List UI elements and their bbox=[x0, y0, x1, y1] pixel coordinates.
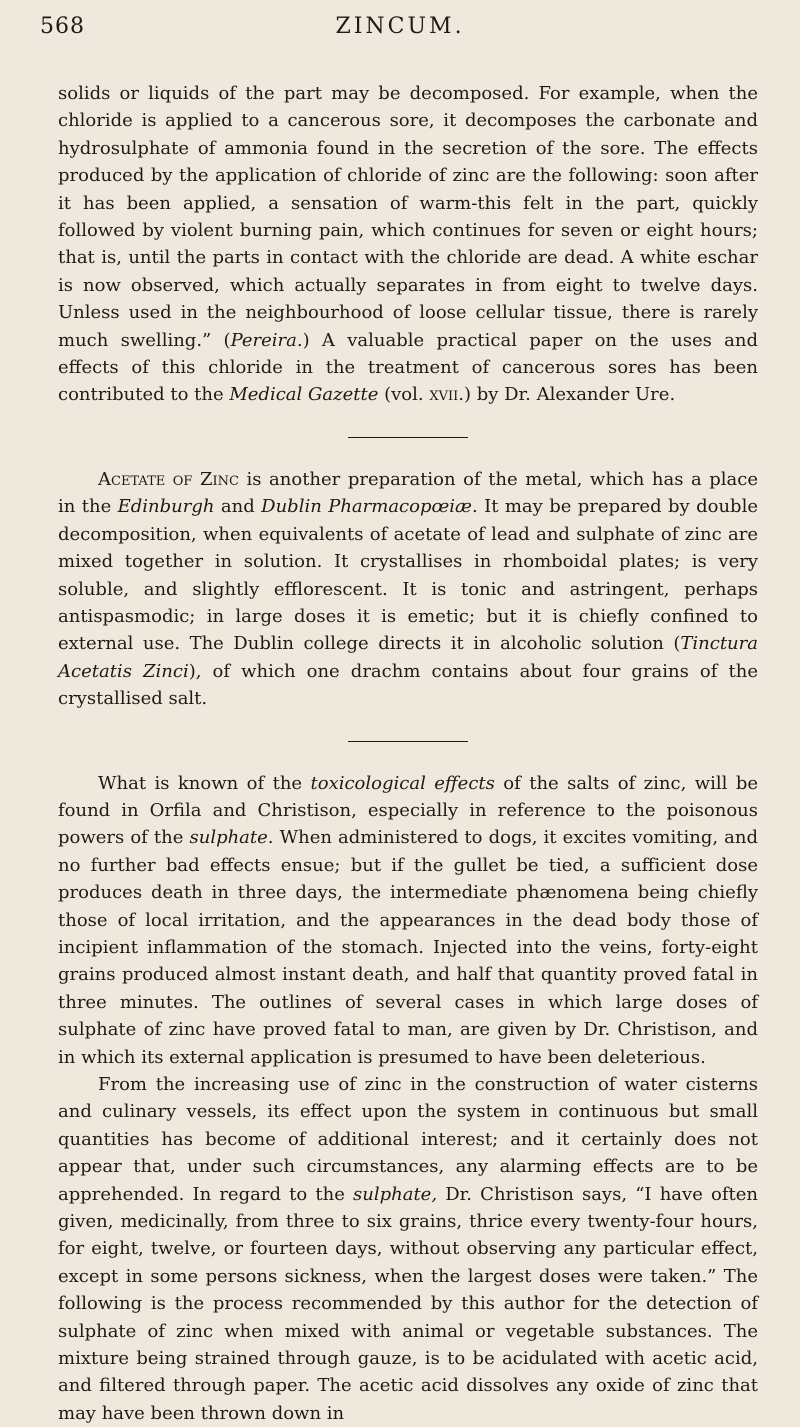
text-run: is another preparation of the metal, which has a place in the bbox=[58, 468, 758, 518]
section-divider bbox=[348, 437, 468, 438]
citation-pereira: Pereira. bbox=[230, 329, 303, 351]
emphasis-sulphate: sulphate. bbox=[189, 827, 274, 849]
text-run: of the salts of zinc, will be found in Orfila and Christison, especially in reference to the poisonous powers of the bbox=[58, 772, 759, 849]
journal-title: Medical Gazette bbox=[229, 384, 379, 406]
page-body bbox=[58, 80, 758, 1427]
page-header bbox=[40, 14, 760, 48]
text-run: When administered to dogs, it excites vomiting, and no further bad effects ensue; but if the gullet be tied, a sufficient dose produces death in three days, the intermediate phænomena being chiefly those of local irritation, and the appearances in the dead body those of incipient inflammation of the stomach. Injected into the veins, forty-eight grains produced almost instant death, and half that quantity proved fatal in three minutes. The outlines of several cases in which large doses of sulphate of zinc have proved fatal to man, are given by Dr. Christison, and in which its external application is presumed to have been deleterious. bbox=[58, 827, 758, 1068]
text-run: solids or liquids of the part may be decomposed. For example, when the chloride is applied to a cancerous sore, it decomposes the carbonate and hydrosulphate of ammonia found in the secretion of the sore. The effects produced by the application of chloride of zinc are the following: soon after it has been applied, a sensation of warm-this felt in the part, quickly followed by violent burning pain, which continues for seven or eight hours; that is, until the parts in contact with the chloride are dead. A white eschar is now observed, which actually separates in from eight to twelve days. Unless used in the neighbourhood of loose cellular tissue, there is rarely much swelling.” ( bbox=[58, 83, 758, 351]
text-run: From the increasing use of zinc in the construction of water cisterns and culinary vessels, its effect upon the system in continuous but small quantities has become of additional interest; and it certainly does not appear that, under such circumstances, any alarming effects are to be apprehended. In regard to the bbox=[58, 1074, 758, 1205]
text-run: and bbox=[214, 496, 262, 518]
pharmacopoeia-name: Dublin Pharmacopœiæ. bbox=[261, 496, 478, 518]
text-run: ) by Dr. Alexander Ure. bbox=[463, 384, 676, 406]
volume-number: xvii. bbox=[429, 384, 464, 406]
paragraph-acetate-of-zinc bbox=[58, 466, 758, 713]
tincture-name: Tinctura Acetatis Zinci bbox=[58, 633, 758, 682]
text-run: (vol. bbox=[378, 384, 430, 406]
section-heading-acetate: Acetate of Zinc bbox=[98, 468, 239, 490]
paragraph-water-cisterns bbox=[58, 1071, 758, 1427]
page-number: 568 bbox=[40, 14, 85, 39]
text-run: Dr. Christison says, “I have often given, medicinally, from three to six grains, thrice every twenty-four hours, for eight, twelve, or fourteen days, without observing any particular effect, except in some persons sickness, when the largest doses were taken.” The following is the process recommended by this author for the detection of sulphate of zinc when mixed with animal or vegetable substances. The mixture being strained through gauze, is to be acidulated with acetic acid, and filtered through paper. The acetic acid dissolves any oxide of zinc that may have been thrown down in bbox=[58, 1183, 758, 1424]
emphasis-toxicological: toxicological effects bbox=[310, 772, 495, 794]
text-run: It may be prepared by double decomposition, when equivalents of acetate of lead and sulphate of zinc are mixed together in solution. It crystallises in rhomboidal plates; is very soluble, and slightly efflorescent. It is tonic and astringent, perhaps antispasmodic; in large doses it is emetic; but it is chiefly confined to external use. The Dublin college directs it in alcoholic solution ( bbox=[58, 496, 758, 655]
text-run: ), of which one drachm contains about four grains of the crystallised salt. bbox=[58, 660, 758, 710]
pharmacopoeia-name: Edinburgh bbox=[117, 496, 215, 518]
running-head: ZINCUM. bbox=[335, 14, 465, 39]
section-divider bbox=[348, 741, 468, 742]
paragraph-chloride-effects bbox=[58, 80, 758, 409]
emphasis-sulphate: sulphate, bbox=[353, 1183, 438, 1205]
text-run: What is known of the bbox=[98, 772, 311, 794]
paragraph-toxicological-effects bbox=[58, 770, 758, 1071]
text-run: ) A valuable practical paper on the uses and effects of this chloride in the treatment of cancerous sores has been contributed to the bbox=[58, 329, 758, 406]
